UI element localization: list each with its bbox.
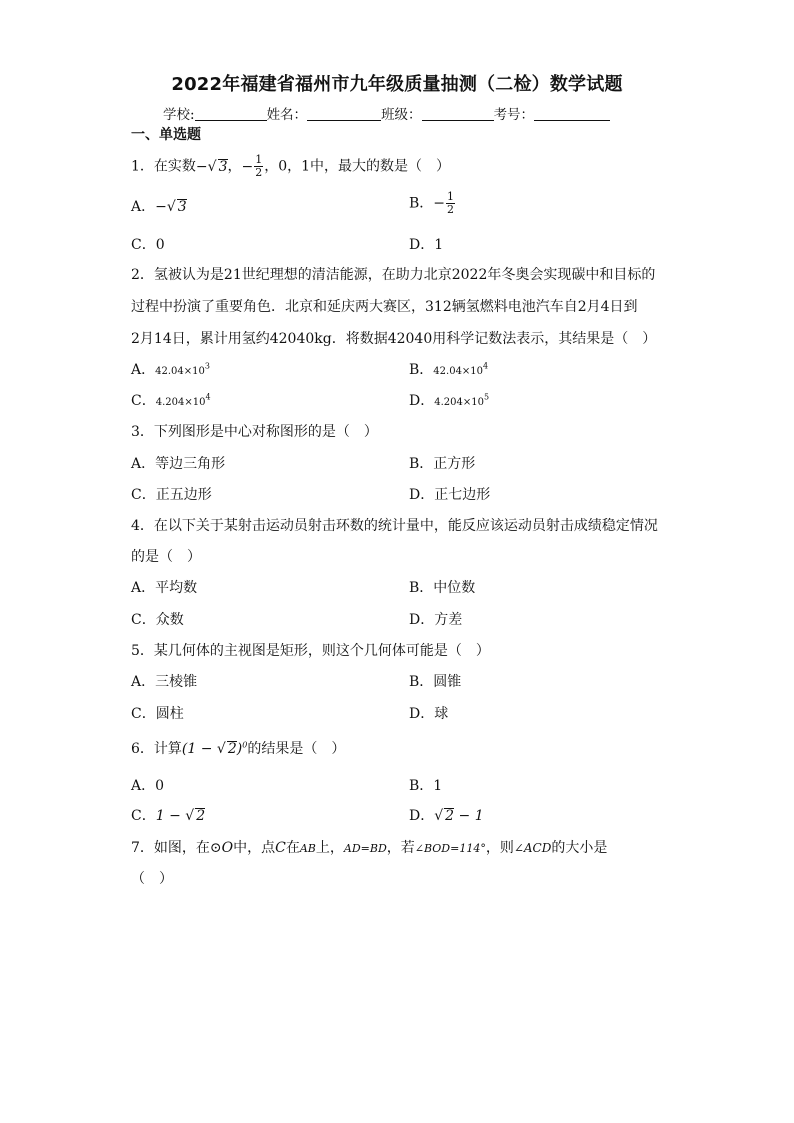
class-label: 班级： xyxy=(381,107,422,123)
question-2-option-c[interactable]: C．$4.204\times 10^4$ xyxy=(131,392,211,409)
question-6-stem: 6．计算(1 − √ 2)$^0$的结果是（ ） xyxy=(131,740,346,757)
question-3-option-a[interactable]: A．等边三角形 xyxy=(131,456,226,472)
section-heading: 一、单选题 xyxy=(131,127,201,143)
question-2-line-3: 2月14日，累计用氢约42040kg．将数据42040用科学记数法表示，其结果是（ ） xyxy=(131,331,657,347)
student-info-line xyxy=(163,103,610,123)
exam-no-blank[interactable] xyxy=(534,107,610,121)
question-6-option-b[interactable]: B．1 xyxy=(409,778,443,794)
question-4-option-d[interactable]: D．方差 xyxy=(409,612,463,628)
question-1-stem: 1．在实数−√ 3，− $\frac{1}{2}$ ，0，1中，最大的数是（ ） xyxy=(131,153,451,179)
question-6-option-d[interactable]: D．√ 2 − 1 xyxy=(409,808,484,824)
question-1-option-c[interactable]: C．0 xyxy=(131,237,165,253)
question-2-option-a[interactable]: A．$42.04\times 10^3$ xyxy=(131,361,210,378)
name-blank[interactable] xyxy=(307,107,381,121)
question-2-option-b[interactable]: B．$42.04\times 10^4$ xyxy=(409,361,489,378)
neg-half: − $\frac{1}{2}$ xyxy=(241,153,263,179)
class-blank[interactable] xyxy=(422,107,494,121)
exam-no-label: 考号： xyxy=(493,107,535,123)
question-5-option-a[interactable]: A．三棱锥 xyxy=(131,674,198,690)
question-4-line-1: 4．在以下关于某射击运动员射击环数的统计量中，能反应该运动员射击成绩稳定情况 xyxy=(131,518,658,534)
page-title: 2022年福建省福州市九年级质量抽测（二检）数学试题 xyxy=(171,74,623,95)
angle-acd: ∠ACD xyxy=(513,841,552,855)
name-label: 姓名： xyxy=(266,107,308,123)
question-7-stem: 7．如图，在⊙O中，点C在AB上，AD=BD，若∠BOD=114°，则∠ACD的大小是 xyxy=(131,840,608,856)
question-4-line-2: 的是（ ） xyxy=(131,549,201,565)
question-2-option-d[interactable]: D．$4.204\times 10^5$ xyxy=(409,392,490,409)
question-4-option-b[interactable]: B．中位数 xyxy=(409,580,476,596)
expression-1-minus-sqrt2-power-0: (1 − √ 2)$^0$ xyxy=(181,740,248,757)
question-5-option-d[interactable]: D．球 xyxy=(409,706,449,722)
question-4-option-a[interactable]: A．平均数 xyxy=(131,580,198,596)
question-7-line-2: （ ） xyxy=(131,871,173,887)
school-blank[interactable] xyxy=(195,107,267,121)
question-3-option-d[interactable]: D．正七边形 xyxy=(409,487,491,503)
question-3-stem: 3．下列图形是中心对称图形的是（ ） xyxy=(131,424,378,440)
question-3-option-c[interactable]: C．正五边形 xyxy=(131,487,212,503)
question-1-option-d[interactable]: D．1 xyxy=(409,237,444,253)
question-6-option-a[interactable]: A．0 xyxy=(131,778,165,794)
question-2-line-1: 2．氢被认为是21世纪理想的清洁能源，在助力北京2022年冬奥会实现碳中和目标的 xyxy=(131,267,656,283)
question-1-option-a[interactable]: A．−√ 3 xyxy=(131,199,187,215)
question-3-option-b[interactable]: B．正方形 xyxy=(409,456,476,472)
question-5-stem: 5．某几何体的主视图是矩形，则这个几何体可能是（ ） xyxy=(131,643,490,659)
question-6-option-c[interactable]: C．1 − √ 2 xyxy=(131,808,206,824)
question-5-option-c[interactable]: C．圆柱 xyxy=(131,706,184,722)
arc-ab: AB xyxy=(299,842,316,855)
question-5-option-b[interactable]: B．圆锥 xyxy=(409,674,462,690)
question-2-line-2: 过程中扮演了重要角色．北京和延庆两大赛区，312辆氢燃料电池汽车自2月4日到 xyxy=(131,299,638,315)
question-1-option-b[interactable]: B．− $\frac{1}{2}$ xyxy=(409,190,455,216)
question-4-option-c[interactable]: C．众数 xyxy=(131,612,184,628)
neg-sqrt3: −√ 3 xyxy=(195,158,228,175)
angle-bod: ∠BOD=114° xyxy=(414,842,486,855)
arc-equality: AD=BD xyxy=(343,842,387,855)
school-label: 学校: xyxy=(163,107,195,123)
